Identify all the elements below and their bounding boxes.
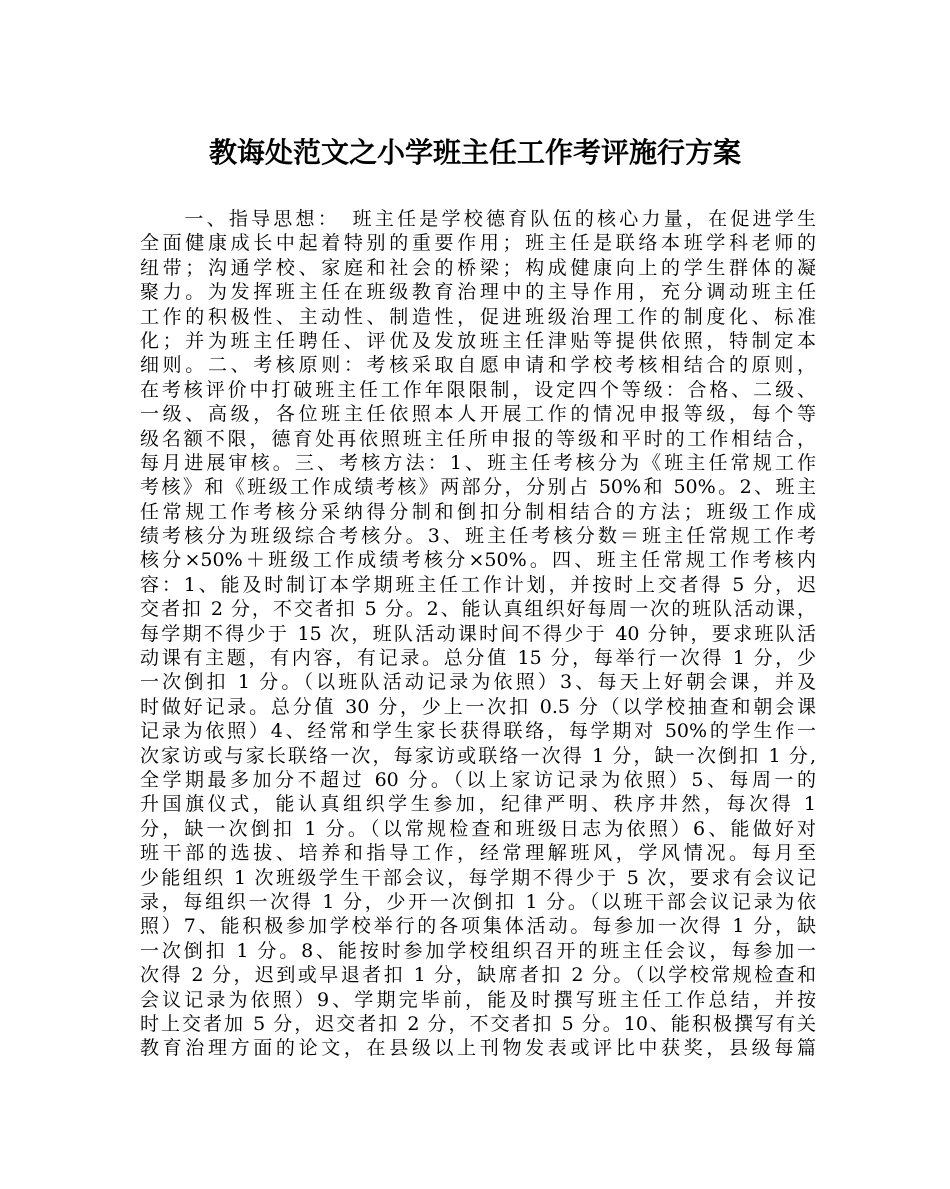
body-line: 次家访或与家长联络一次，每家访或联络一次得 1 分，缺一次倒扣 1 分, <box>140 744 816 767</box>
body-line: 分，缺一次倒扣 1 分。（以常规检查和班级日志为依照）6、能做好对 <box>140 817 816 840</box>
body-line: 任常规工作考核分采纳得分制和倒扣分制相结合的方法；班级工作成 <box>140 500 816 523</box>
body-line: 绩考核分为班级综合考核分。3、班主任考核分数＝班主任常规工作考 <box>140 525 816 548</box>
body-line: 时做好记录。总分值 30 分，少上一次扣 0.5 分（以学校抽查和朝会课 <box>140 695 816 718</box>
body-line: 细则。二、考核原则：考核采取自愿申请和学校考核相结合的原则， <box>140 354 816 377</box>
body-line: 一级、高级，各位班主任依照本人开展工作的情况申报等级，每个等 <box>140 403 816 426</box>
body-line: 一次倒扣 1 分。8、能按时参加学校组织召开的班主任会议，每参加一 <box>140 939 816 962</box>
body-line: 交者扣 2 分，不交者扣 5 分。2、能认真组织好每周一次的班队活动课， <box>140 598 816 621</box>
body-line: 级名额不限，德育处再依照班主任所申报的等级和平时的工作相结合， <box>140 427 816 450</box>
body-line: 一、指导思想： 班主任是学校德育队伍的核心力量，在促进学生 <box>140 208 816 230</box>
document-body <box>140 207 816 1061</box>
body-line: 化；并为班主任聘任、评优及发放班主任津贴等提供依照，特制定本 <box>140 329 816 352</box>
body-line: 记录为依照）4、经常和学生家长获得联络，每学期对 50%的学生作一 <box>140 720 816 743</box>
body-line: 核分×50%＋班级工作成绩考核分×50%。四、班主任常规工作考核内 <box>140 549 816 572</box>
body-line: 全学期最多加分不超过 60 分。（以上家访记录为依照）5、每周一的 <box>140 768 816 791</box>
body-line: 升国旗仪式，能认真组织学生参加，纪律严明、秩序井然，每次得 1 <box>140 793 816 816</box>
body-line: 考核》和《班级工作成绩考核》两部分，分别占 50%和 50%。2、班主 <box>140 476 816 499</box>
body-line: 录，每组织一次得 1 分，少开一次倒扣 1 分。（以班干部会议记录为依 <box>140 890 816 913</box>
body-line: 每月进展审核。三、考核方法：1、班主任考核分为《班主任常规工作 <box>140 451 816 474</box>
body-line: 动课有主题，有内容，有记录。总分值 15 分，每举行一次得 1 分，少 <box>140 647 816 670</box>
body-line: 聚力。为发挥班主任在班级教育治理中的主导作用，充分调动班主任 <box>140 281 816 304</box>
body-line: 时上交者加 5 分，迟交者扣 2 分，不交者扣 5 分。10、能积极撰写有关 <box>140 1012 816 1035</box>
body-line: 工作的积极性、主动性、制造性，促进班级治理工作的制度化、标准 <box>140 305 816 328</box>
body-line: 少能组织 1 次班级学生干部会议，每学期不得少于 5 次，要求有会议记 <box>140 866 816 889</box>
body-line: 纽带；沟通学校、家庭和社会的桥梁；构成健康向上的学生群体的凝 <box>140 256 816 279</box>
body-line: 次得 2 分，迟到或早退者扣 1 分，缺席者扣 2 分。（以学校常规检查和 <box>140 964 816 987</box>
body-line: 在考核评价中打破班主任工作年限限制，设定四个等级：合格、二级、 <box>140 378 816 401</box>
body-line: 全面健康成长中起着特别的重要作用；班主任是联络本班学科老师的 <box>140 232 816 255</box>
body-line: 容：1、能及时制订本学期班主任工作计划，并按时上交者得 5 分，迟 <box>140 573 816 596</box>
body-line: 照）7、能积极参加学校举行的各项集体活动。每参加一次得 1 分，缺 <box>140 915 816 938</box>
body-line: 教育治理方面的论文，在县级以上刊物发表或评比中获奖，县级每篇 <box>140 1037 816 1060</box>
body-line: 一次倒扣 1 分。（以班队活动记录为依照）3、每天上好朝会课，并及 <box>140 671 816 694</box>
document-title: 教诲处范文之小学班主任工作考评施行方案 <box>208 136 741 169</box>
body-line: 会议记录为依照）9、学期完毕前，能及时撰写班主任工作总结，并按 <box>140 988 816 1011</box>
body-line: 每学期不得少于 15 次，班队活动课时间不得少于 40 分钟，要求班队活 <box>140 622 816 645</box>
body-line: 班干部的选拔、培养和指导工作，经常理解班风，学风情况。每月至 <box>140 842 816 865</box>
